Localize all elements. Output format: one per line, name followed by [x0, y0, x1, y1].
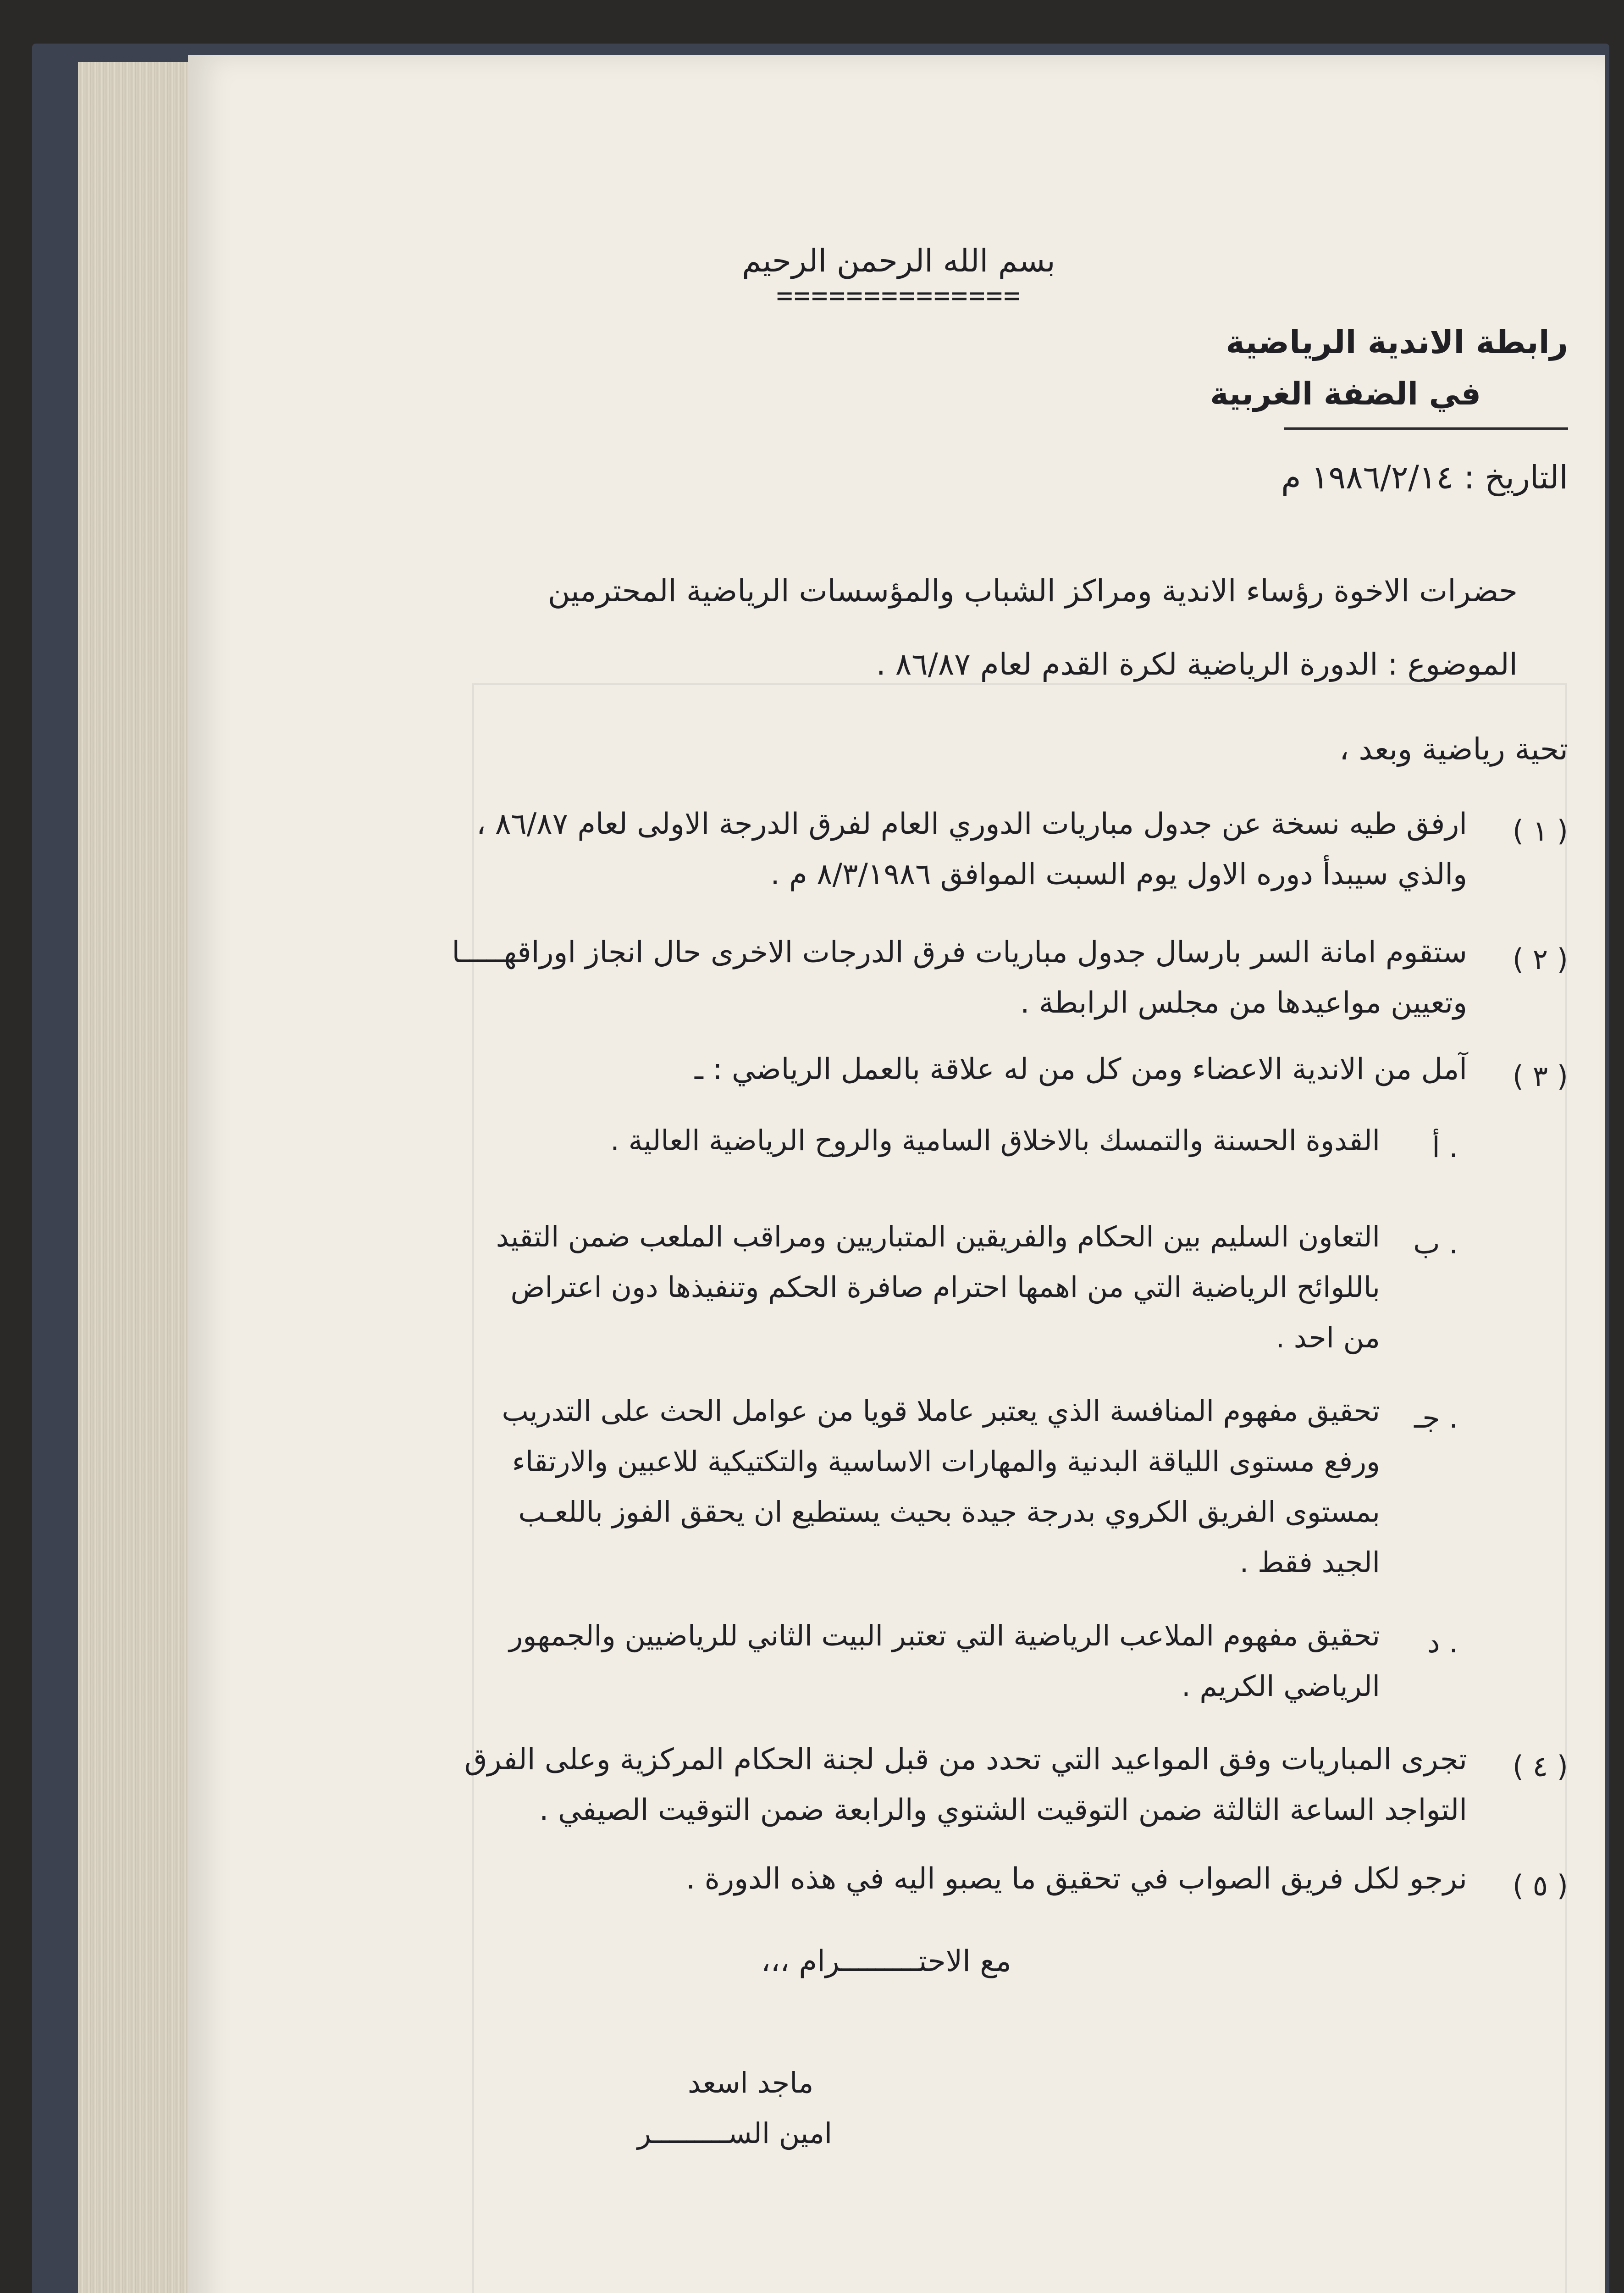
item-number: ( ٣ )	[1512, 1059, 1568, 1093]
org-name-line2: في الضفة الغربية	[1210, 376, 1481, 412]
item-line: التواجد الساعة الثالثة ضمن التوقيت الشتوي والرابعة ضمن التوقيت الصيفي .	[539, 1793, 1467, 1827]
letter-date: التاريخ : ١٩٨٦/٢/١٤ م	[1281, 459, 1568, 496]
item-number: ( ١ )	[1512, 814, 1568, 847]
sub-item-line: الجيد فقط .	[1239, 1545, 1380, 1579]
sub-item-line: بمستوى الفريق الكروي بدرجة جيدة بحيث يستطيع ان يحقق الفوز باللعـب	[518, 1495, 1380, 1529]
item-line: والذي سيبدأ دوره الاول يوم السبت الموافق ٨/٣/١٩٨٦ م .	[770, 858, 1467, 892]
sub-item-line: الرياضي الكريم .	[1181, 1669, 1380, 1703]
subject-line: الموضوع : الدورة الرياضية لكرة القدم لعام ٨٦/٨٧ .	[876, 647, 1518, 682]
sub-item-line: ورفع مستوى اللياقة البدنية والمهارات الاساسية والتكتيكية للاعبين والارتقاء	[512, 1445, 1380, 1478]
header-separator: ==============	[776, 280, 1021, 312]
sub-item-line: باللوائح الرياضية التي من اهمها احترام صافرة الحكم وتنفيذها دون اعتراض	[510, 1270, 1380, 1304]
page-edges	[78, 62, 197, 2293]
document-page	[188, 55, 1605, 2293]
sub-item-letter: ب .	[1413, 1227, 1458, 1260]
item-line: ارفق طيه نسخة عن جدول مباريات الدوري العام لفرق الدرجة الاولى لعام ٨٦/٨٧ ،	[476, 807, 1467, 841]
sub-item-letter: د .	[1427, 1626, 1458, 1659]
item-number: ( ٤ )	[1512, 1750, 1568, 1783]
greeting: تحية رياضية وبعد ،	[1339, 731, 1568, 767]
signatory-title: امين الســـــــــر	[637, 2116, 833, 2150]
bismillah: بسم الله الرحمن الرحيم	[742, 243, 1055, 279]
item-line: ستقوم امانة السر بارسال جدول مباريات فرق الدرجات الاخرى حال انجاز اوراقهـــــا	[452, 936, 1467, 969]
sub-item-letter: جـ .	[1414, 1401, 1458, 1435]
sub-item-letter: أ .	[1432, 1130, 1458, 1164]
sub-item-line: من احد .	[1276, 1321, 1380, 1354]
item-line: نرجو لكل فريق الصواب في تحقيق ما يصبو اليه في هذه الدورة .	[685, 1862, 1467, 1896]
item-line: آمل من الاندية الاعضاء ومن كل من له علاقة بالعمل الرياضي : ـ	[694, 1052, 1467, 1086]
item-number: ( ٢ )	[1512, 942, 1568, 976]
item-line: وتعيين مواعيدها من مجلس الرابطة .	[1020, 986, 1467, 1020]
sub-item-line: التعاون السليم بين الحكام والفريقين المتباريين ومراقب الملعب ضمن التقيد	[496, 1220, 1380, 1253]
sub-item-line: تحقيق مفهوم الملاعب الرياضية التي تعتبر البيت الثاني للرياضيين والجمهور	[509, 1619, 1380, 1652]
signatory-name: ماجد اسعد	[688, 2066, 814, 2099]
sub-item-line: القدوة الحسنة والتمسك بالاخلاق السامية والروح الرياضية العالية .	[610, 1124, 1380, 1157]
item-number: ( ٥ )	[1512, 1869, 1568, 1902]
closing: مع الاحتـــــــــرام ،،،	[761, 1944, 1011, 1978]
item-line: تجرى المباريات وفق المواعيد التي تحدد من قبل لجنة الحكام المركزية وعلى الفرق	[464, 1743, 1467, 1777]
sub-item-line: تحقيق مفهوم المنافسة الذي يعتبر عاملا قويا من عوامل الحث على التدريب	[502, 1394, 1380, 1428]
org-underline	[1284, 427, 1568, 430]
show-through-table	[472, 683, 1567, 2293]
org-name-line1: رابطة الاندية الرياضية	[1226, 323, 1568, 361]
recipients: حضرات الاخوة رؤساء الاندية ومراكز الشباب والمؤسسات الرياضية المحترمين	[547, 573, 1518, 609]
